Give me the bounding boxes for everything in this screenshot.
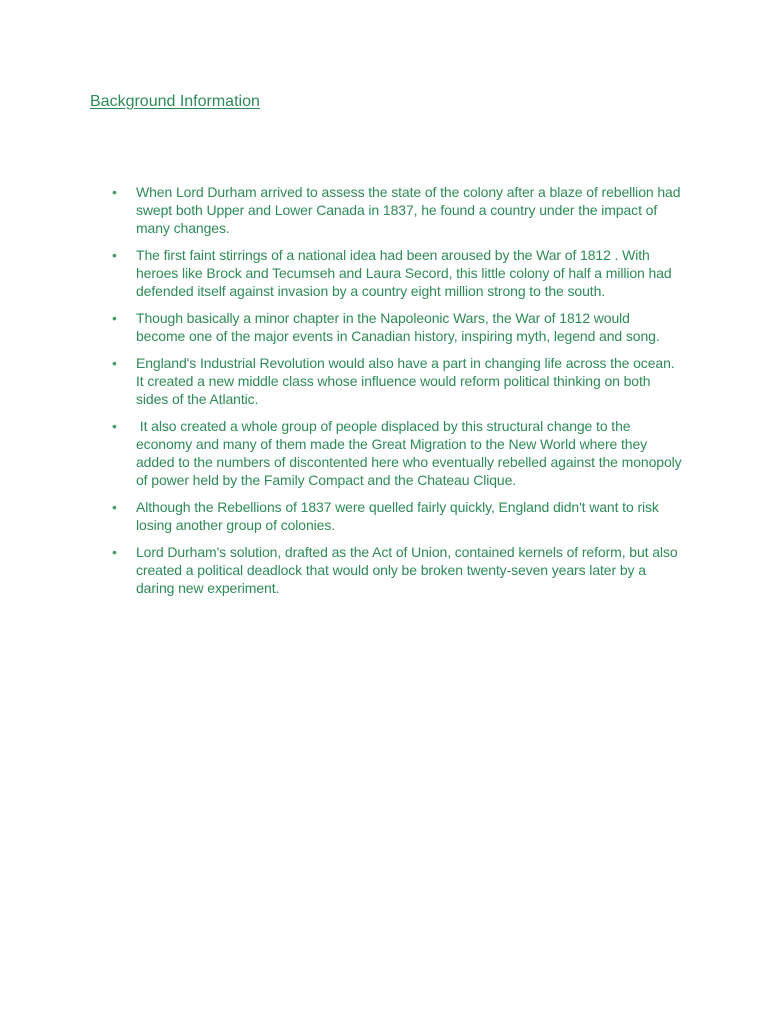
list-item	[112, 309, 682, 345]
list-item-text: England's Industrial Revolution would also have a part in changing life across the ocean. It created a new middle class whose influence would reform political thinking on both sides of the Atlantic.	[136, 355, 679, 407]
list-item	[112, 498, 682, 534]
bullet-icon: •	[112, 355, 117, 371]
bullet-icon: •	[112, 310, 117, 326]
list-item	[112, 354, 682, 408]
list-item-text: Although the Rebellions of 1837 were quelled fairly quickly, England didn't want to risk losing another group of colonies.	[136, 499, 663, 533]
list-item	[112, 246, 682, 300]
list-item	[112, 417, 686, 489]
bullet-icon: •	[112, 418, 117, 434]
list-item-text: When Lord Durham arrived to assess the state of the colony after a blaze of rebellion had swept both Upper and Lower Canada in 1837, he found a country under the impact of many changes.	[136, 184, 685, 236]
bullet-list	[112, 183, 686, 606]
bullet-icon: •	[112, 184, 117, 200]
list-item-text: The first faint stirrings of a national idea had been aroused by the War of 1812 . With heroes like Brock and Tecumseh and Laura Secord, this little colony of half a million had defended itself against invasion by a country eight million strong to the south.	[136, 247, 676, 299]
list-item-text: Though basically a minor chapter in the Napoleonic Wars, the War of 1812 would become one of the major events in Canadian history, inspiring myth, legend and song.	[136, 310, 660, 344]
list-item	[112, 543, 682, 597]
bullet-icon: •	[112, 247, 117, 263]
list-item-text: Lord Durham's solution, drafted as the Act of Union, contained kernels of reform, but also created a political deadlock that would only be broken twenty-seven years later by a daring new experiment.	[136, 544, 682, 596]
bullet-icon: •	[112, 499, 117, 515]
list-item	[112, 183, 685, 237]
bullet-icon: •	[112, 544, 117, 560]
section-heading: Background Information	[90, 93, 260, 110]
list-item-text: It also created a whole group of people displaced by this structural change to the economy and many of them made the Great Migration to the New World where they added to the numbers of discontented here who eventually rebelled against the monopoly of power held by the Family Compact and the Chateau Clique.	[136, 418, 686, 488]
